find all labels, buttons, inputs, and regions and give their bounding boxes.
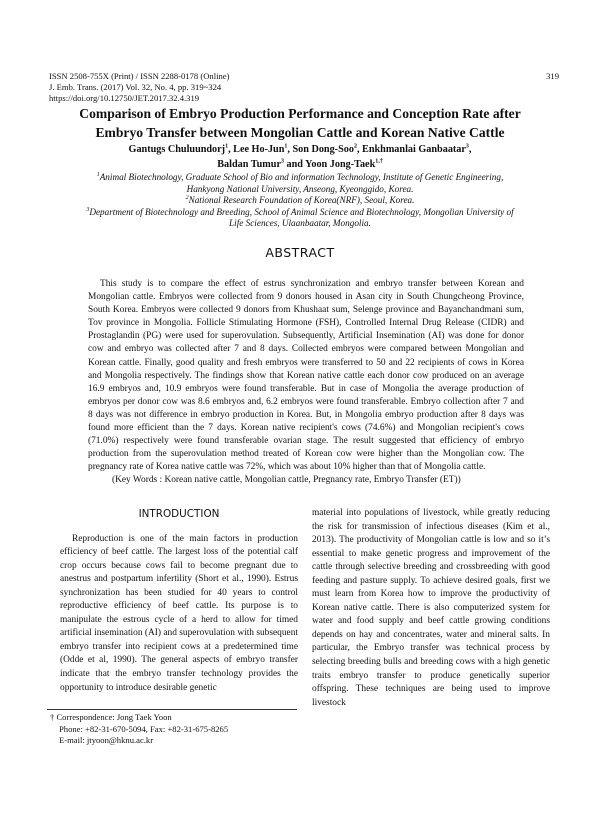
author-sep: , — [228, 144, 234, 155]
title-line-1: Comparison of Embryo Production Performance and Conception Rate after — [79, 106, 521, 121]
author-sup: 1,† — [375, 158, 383, 165]
affil-sup: 1 — [96, 171, 100, 178]
page-number: 319 — [546, 71, 559, 81]
author-sup: 3 — [280, 158, 284, 165]
author-name: Lee Ho-Jun — [233, 144, 285, 155]
affiliation-2: National Research Foundation of Korea(NRF), Seoul, Korea. — [188, 195, 415, 205]
journal-header — [49, 71, 559, 104]
introduction-right-text: material into populations of livestock, while greatly reducing the risk for transmission of infectious diseases (Kim et al., 2013). The productivity of Mongolian cattle is low and so it’s essential to make genetic progress and improvement of the cattle through selective breeding and crossbreeding with good feeding and pasture supply. To achieve desired goals, first we must learn from Korea how to improve the productivity of Korean native cattle. There is also computerized system for water and food supply and beef cattle growing conditions depends on hay and concentrates, water and mineral salts. In particular, the Embryo transfer was technical process by selecting breeding bulls and breeding cows with a high genetic traits embryo transfer to produce genetically superior offspring. These techniques are being used to improve livestock — [312, 508, 550, 708]
affiliation-1-line-1: Animal Biotechnology, Graduate School of Bio and information Technology, Institute of Genetic Engineering, — [99, 172, 504, 182]
paper-title — [50, 104, 550, 142]
author-name: Baldan Tumur — [217, 159, 281, 170]
author-sep: and — [283, 159, 306, 170]
introduction-heading: INTRODUCTION — [138, 508, 220, 520]
issn-line: ISSN 2508-755X (Print) / ISSN 2288-0178 (Online) — [49, 71, 230, 81]
author-sep: , — [287, 144, 293, 155]
affiliation-3-line-1: Department of Biotechnology and Breeding, School of Animal Science and Biotechnology, Mongolian University of — [89, 206, 514, 217]
affiliation-1-line-2: Hankyong National University, Anseong, Kyeonggido, Korea. — [186, 183, 414, 194]
author-sup: 3 — [465, 143, 469, 150]
author-name: Enkhmanlai Ganbaatar — [362, 144, 466, 155]
author-sup: 2 — [353, 143, 357, 150]
affiliations — [55, 172, 545, 230]
correspondence-name: † Correspondence: Jong Taek Yoon — [50, 712, 172, 722]
author-name: Yoon Jong-Taek — [305, 159, 376, 170]
affil-sup: 3 — [86, 206, 90, 213]
footnote-divider — [47, 709, 297, 710]
affiliation-3-line-2: Life Sciences, Ulaanbaatar, Mongolia. — [229, 218, 371, 228]
journal-citation: J. Emb. Trans. (2017) Vol. 32, No. 4, pp. 319~324 — [49, 82, 222, 92]
author-sup: 1 — [284, 143, 288, 150]
right-column — [312, 507, 550, 710]
author-sep: , — [356, 144, 363, 155]
correspondence-email[interactable]: E-mail: jtyoon@hknu.ac.kr — [59, 735, 154, 745]
abstract-heading: ABSTRACT — [265, 245, 335, 260]
correspondence-footnote — [50, 712, 228, 747]
abstract-body — [88, 278, 524, 488]
author-name: Gantugs Chuluundorj — [128, 144, 226, 155]
correspondence-phone: Phone: +82-31-670-5094, Fax: +82-31-675-8265 — [59, 723, 229, 734]
left-column — [60, 508, 298, 695]
author-list — [60, 142, 540, 172]
keywords: (Key Words : Korean native cattle, Mongolian cattle, Pregnancy rate, Embryo Transfer (ET)) — [112, 475, 461, 486]
author-name: Son Dong-Soo — [292, 144, 354, 155]
affil-sup: 2 — [185, 194, 189, 201]
abstract-text: This study is to compare the effect of estrus synchronization and embryo transfer between Korean and Mongolian cattle. Embryos were collected from 9 donors housed in Asan city in South Chungcheong Province, South Korea. Embryos were collected 9 donors from Khushaat sum, Selenge province and Bayanchandmani sum, Tov province in Mongolia. Follicle Stimulating Hormone (FSH), Controlled Internal Drug Release (CIDR) and Prostaglandin (PG) were used for superovulation. Subsequently, Artificial Insemination (AI) was done for donor cow and embryo was collected after 7 and 8 days. Collected embryos were compared between Mongolian and Korean cattle. Finally, good quality and fresh embryos were transferred to 50 and 22 recipients of cows in Korea and Mongolia respectively. The findings show that Korean native cattle each donor cow produced on an average 16.9 embryos and, 10.9 embryos were found transferable. But in case of Mongolia the average production of embryos per donor cow was 8.6 embryos and, 6.2 embryos were found transferable. Embryo collection after 7 and 8 days was not difference in embryo production in Korea. But, in Mongolia embryo production after 8 days was found more efficient than the 7 days. Korean native recipient's cows (74.6%) and Mongolian recipient's cows (71.0%) respectively were found transferable ovarian stage. The result suggested that efficiency of embryo production from the superovulation method treated of Korean cow were higher than the Mongolian cow. The pregnancy rate of Korea native cattle was 72%, which was about 10% higher than that of Mongolia cattle. — [88, 279, 524, 473]
doi-link[interactable]: https://doi.org/10.12750/JET.2017.32.4.319 — [49, 93, 200, 103]
title-line-2: Embryo Transfer between Mongolian Cattle and Korean Native Cattle — [95, 125, 505, 140]
author-sep: , — [468, 144, 472, 155]
introduction-left-text: Reproduction is one of the main factors in production efficiency of beef cattle. The largest loss of the potential calf crop occurs because cows fail to become pregnant due to anestrus and postpartum infertility (Short et al., 1990). Estrus synchronization has been studied for 40 years to control reproductive efficiency of beef cattle. Its purpose is to manipulate the estrous cycle of a herd to allow for timed artificial insemination (AI) and superovulation with subsequent embryo transfer into recipient cows at a predetermined time (Odde et al, 1990). The general aspects of embryo transfer indicate that the embryo transfer technology provides the opportunity to introduce desirable genetic — [60, 533, 298, 693]
author-sup: 1 — [225, 143, 229, 150]
